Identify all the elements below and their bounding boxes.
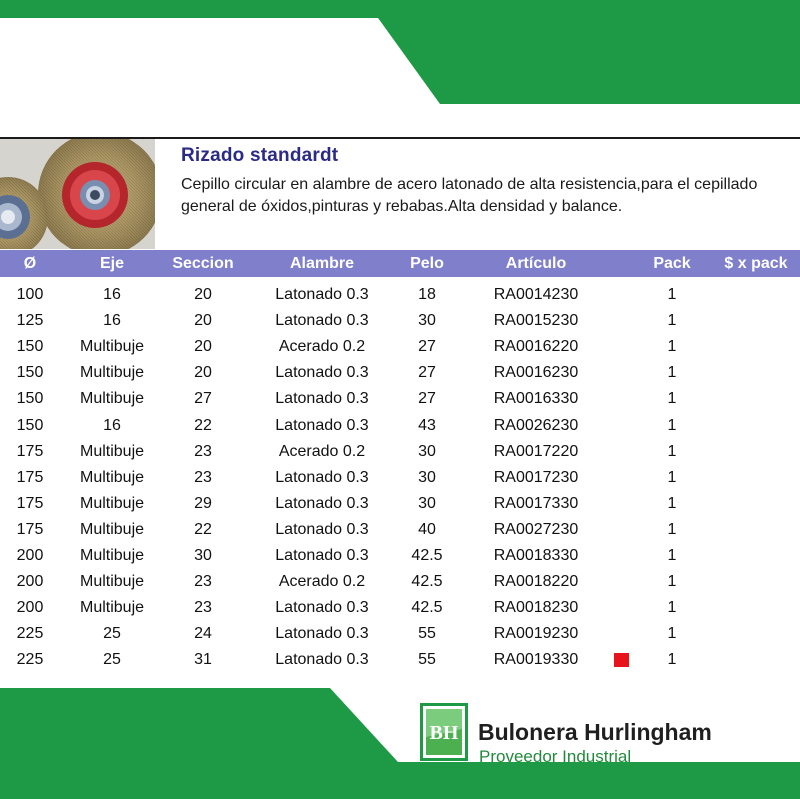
cell-pack: 1 xyxy=(667,442,677,460)
table-row xyxy=(0,282,800,308)
cell-pelo: 42.5 xyxy=(411,599,443,617)
cell-diameter: 200 xyxy=(16,547,44,564)
table-header xyxy=(0,250,800,277)
cell-pelo: 55 xyxy=(418,651,436,669)
table-row xyxy=(0,517,800,543)
table-row xyxy=(0,621,800,647)
cell-price-per-pack xyxy=(712,621,800,647)
cell-alambre: Latonado 0.3 xyxy=(275,520,369,538)
cell-eje: 25 xyxy=(103,625,121,643)
cell-pack: 1 xyxy=(667,599,677,617)
cell-pack: 1 xyxy=(667,625,677,643)
column-header-alambre: Alambre xyxy=(289,255,355,272)
cell-price-per-pack xyxy=(712,595,800,621)
cell-pack: 1 xyxy=(667,312,677,330)
cell-eje: Multibuje xyxy=(79,520,145,538)
cell-diameter: 125 xyxy=(16,312,44,330)
cell-pack: 1 xyxy=(667,390,677,408)
logo-monogram: BH xyxy=(429,722,459,744)
cell-seccion: 23 xyxy=(194,573,212,591)
cell-eje: Multibuje xyxy=(79,547,145,564)
cell-alambre: Acerado 0.2 xyxy=(278,338,366,356)
cell-diameter: 150 xyxy=(16,390,44,408)
product-description: Cepillo circular en alambre de acero latonado de alta resistencia,para el cepillado general de óxidos,pinturas y rebabas.Alta densidad y balance. xyxy=(181,176,758,215)
cell-diameter: 200 xyxy=(16,599,44,617)
cell-articulo: RA0017330 xyxy=(493,494,579,512)
cell-seccion: 20 xyxy=(194,312,212,330)
company-tagline: Proveedor Industrial xyxy=(479,747,632,766)
product-title: Rizado standardt xyxy=(181,145,339,166)
cell-pelo: 30 xyxy=(418,468,436,486)
cell-articulo: RA0019230 xyxy=(493,625,579,643)
cell-eje: Multibuje xyxy=(79,390,145,408)
cell-diameter: 150 xyxy=(16,416,44,434)
cell-articulo: RA0018230 xyxy=(493,599,579,617)
column-header-pack: Pack xyxy=(653,255,691,272)
table-row xyxy=(0,413,800,439)
cell-eje: 25 xyxy=(103,651,121,669)
cell-pelo: 18 xyxy=(418,286,436,303)
cell-seccion: 27 xyxy=(194,390,212,408)
cell-pack: 1 xyxy=(667,468,677,486)
cell-alambre: Latonado 0.3 xyxy=(275,625,369,643)
cell-pelo: 42.5 xyxy=(411,547,443,564)
cell-eje: 16 xyxy=(103,416,121,434)
cell-articulo: RA0017220 xyxy=(493,442,579,460)
cell-pack: 1 xyxy=(667,520,677,538)
cell-articulo: RA0016330 xyxy=(493,390,579,408)
table-row xyxy=(0,595,800,621)
cell-articulo: RA0027230 xyxy=(493,520,579,538)
cell-articulo: RA0016220 xyxy=(493,338,579,356)
cell-alambre: Latonado 0.3 xyxy=(275,286,369,303)
cell-price-per-pack xyxy=(712,517,800,543)
cell-diameter: 225 xyxy=(16,625,44,643)
wire-brush-wheel-photo xyxy=(0,139,155,249)
cell-seccion: 22 xyxy=(194,416,212,434)
cell-pack: 1 xyxy=(667,651,677,669)
cell-seccion: 24 xyxy=(194,625,212,643)
table-row xyxy=(0,465,800,491)
cell-pelo: 27 xyxy=(418,390,436,408)
red-marker-icon xyxy=(614,653,629,667)
cell-pack: 1 xyxy=(667,547,677,564)
cell-alambre: Latonado 0.3 xyxy=(275,364,369,382)
cell-articulo: RA0014230 xyxy=(493,286,579,303)
cell-price-per-pack xyxy=(712,465,800,491)
cell-seccion: 20 xyxy=(194,364,212,382)
cell-price-per-pack xyxy=(712,334,800,360)
cell-pack: 1 xyxy=(667,494,677,512)
cell-eje: 16 xyxy=(103,312,121,330)
cell-alambre: Latonado 0.3 xyxy=(275,390,369,408)
table-row xyxy=(0,543,800,569)
cell-seccion: 29 xyxy=(194,494,212,512)
cell-eje: Multibuje xyxy=(79,494,145,512)
cell-alambre: Latonado 0.3 xyxy=(275,468,369,486)
cell-diameter: 175 xyxy=(16,442,44,460)
cell-pack: 1 xyxy=(667,338,677,356)
cell-pelo: 42.5 xyxy=(411,573,443,591)
table-row xyxy=(0,647,800,673)
cell-price-per-pack xyxy=(712,439,800,465)
cell-diameter: 175 xyxy=(16,494,44,512)
cell-price-per-pack xyxy=(712,360,800,386)
column-header-diameter: Ø xyxy=(23,255,37,272)
cell-price-per-pack xyxy=(712,308,800,334)
cell-diameter: 150 xyxy=(16,364,44,382)
table-row xyxy=(0,386,800,412)
cell-seccion: 30 xyxy=(194,547,212,564)
cell-seccion: 23 xyxy=(194,442,212,460)
cell-alambre: Acerado 0.2 xyxy=(278,442,366,460)
cell-eje: Multibuje xyxy=(79,599,145,617)
cell-pelo: 40 xyxy=(418,520,436,538)
cell-pack: 1 xyxy=(667,573,677,591)
cell-alambre: Latonado 0.3 xyxy=(275,547,369,564)
cell-articulo: RA0018330 xyxy=(493,547,579,564)
column-header-articulo: Artículo xyxy=(505,255,567,272)
cell-pack: 1 xyxy=(667,364,677,382)
cell-diameter: 175 xyxy=(16,468,44,486)
cell-pack: 1 xyxy=(667,286,677,303)
column-header-eje: Eje xyxy=(99,255,124,272)
cell-diameter: 225 xyxy=(16,651,44,669)
cell-pelo: 27 xyxy=(418,364,436,382)
cell-price-per-pack xyxy=(712,413,800,439)
table-row xyxy=(0,308,800,334)
cell-price-per-pack xyxy=(712,647,800,673)
cell-price-per-pack xyxy=(712,282,800,308)
cell-articulo: RA0019330 xyxy=(493,651,579,669)
cell-seccion: 20 xyxy=(194,338,212,356)
cell-articulo: RA0016230 xyxy=(493,364,579,382)
cell-alambre: Latonado 0.3 xyxy=(275,312,369,330)
column-header-seccion: Seccion xyxy=(172,255,234,272)
cell-alambre: Latonado 0.3 xyxy=(275,651,369,669)
cell-articulo: RA0018220 xyxy=(493,573,579,591)
cell-eje: 16 xyxy=(103,286,121,303)
table-row xyxy=(0,439,800,465)
column-header-pelo: Pelo xyxy=(410,255,444,272)
company-name: Bulonera Hurlingham xyxy=(478,719,712,745)
cell-seccion: 22 xyxy=(194,520,212,538)
cell-articulo: RA0026230 xyxy=(493,416,579,434)
cell-price-per-pack xyxy=(712,386,800,412)
cell-price-per-pack xyxy=(712,491,800,517)
cell-articulo: RA0017230 xyxy=(493,468,579,486)
cell-eje: Multibuje xyxy=(79,338,145,356)
cell-seccion: 31 xyxy=(194,651,212,669)
cell-diameter: 150 xyxy=(16,338,44,356)
cell-price-per-pack xyxy=(712,543,800,569)
cell-pelo: 30 xyxy=(418,312,436,330)
table-row xyxy=(0,491,800,517)
cell-price-per-pack xyxy=(712,569,800,595)
cell-pelo: 43 xyxy=(418,416,436,434)
cell-eje: Multibuje xyxy=(79,573,145,591)
cell-diameter: 200 xyxy=(16,573,44,591)
brand-logo xyxy=(420,703,780,769)
cell-pelo: 55 xyxy=(418,625,436,643)
cell-pack: 1 xyxy=(667,416,677,434)
cell-alambre: Latonado 0.3 xyxy=(275,599,369,617)
cell-diameter: 100 xyxy=(16,286,44,303)
cell-alambre: Latonado 0.3 xyxy=(275,494,369,512)
cell-eje: Multibuje xyxy=(79,364,145,382)
table-row xyxy=(0,569,800,595)
cell-alambre: Acerado 0.2 xyxy=(278,573,366,591)
cell-articulo: RA0015230 xyxy=(493,312,579,330)
top-decorative-band xyxy=(0,0,800,104)
table-row xyxy=(0,334,800,360)
cell-pelo: 27 xyxy=(418,338,436,356)
cell-eje: Multibuje xyxy=(79,468,145,486)
column-header-price-per-pack: $ x pack xyxy=(724,255,788,272)
cell-diameter: 175 xyxy=(16,520,44,538)
cell-seccion: 20 xyxy=(194,286,212,303)
cell-pelo: 30 xyxy=(418,442,436,460)
cell-seccion: 23 xyxy=(194,599,212,617)
cell-pelo: 30 xyxy=(418,494,436,512)
cell-seccion: 23 xyxy=(194,468,212,486)
cell-alambre: Latonado 0.3 xyxy=(275,416,369,434)
cell-eje: Multibuje xyxy=(79,442,145,460)
table-row xyxy=(0,360,800,386)
bh-logo-icon xyxy=(420,703,468,761)
